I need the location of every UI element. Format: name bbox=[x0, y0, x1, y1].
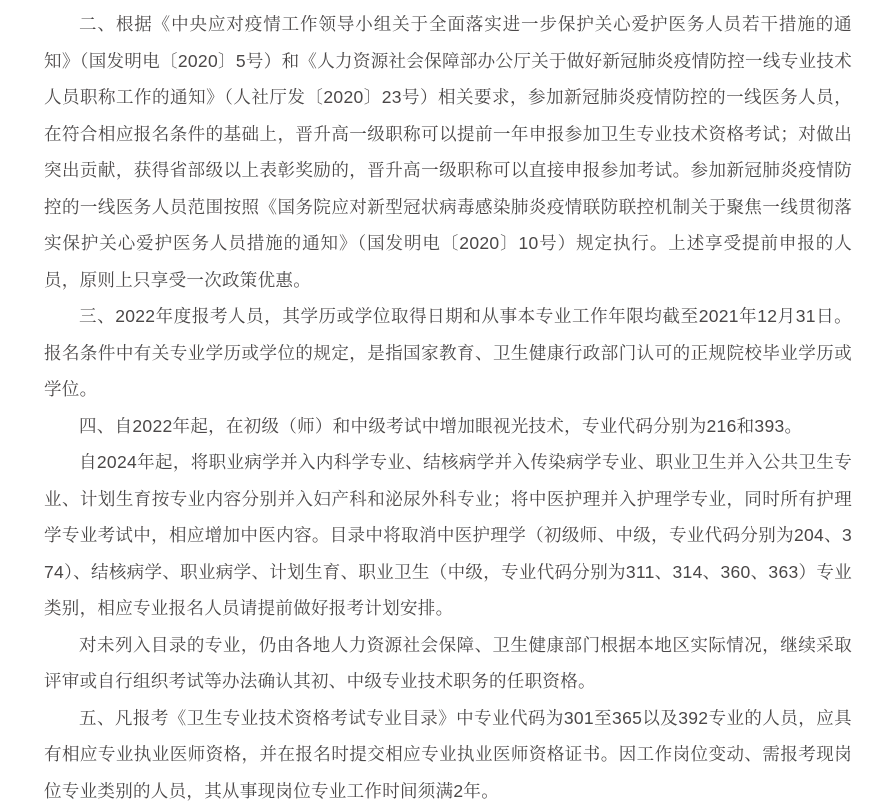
paragraph-uncatalogued-majors: 对未列入目录的专业，仍由各地人力资源社会保障、卫生健康部门根据本地区实际情况，继续采取评审或自行组织考试等办法确认其初、中级专业技术职务的任职资格。 bbox=[44, 627, 852, 700]
paragraph-section-2: 二、根据《中央应对疫情工作领导小组关于全面落实进一步保护关心爱护医务人员若干措施的通知》（国发明电〔2020〕5号）和《人力资源社会保障部办公厅关于做好新冠肺炎疫情防控一线专业技术人员职称工作的通知》（人社厅发〔2020〕23号）相关要求，参加新冠肺炎疫情防控的一线医务人员，在符合相应报名条件的基础上，晋升高一级职称可以提前一年申报参加卫生专业技术资格考试；对做出突出贡献，获得省部级以上表彰奖励的，晋升高一级职称可以直接申报参加考试。参加新冠肺炎疫情防控的一线医务人员范围按照《国务院应对新型冠状病毒感染肺炎疫情联防联控机制关于聚焦一线贯彻落实保护关心爱护医务人员措施的通知》（国发明电〔2020〕10号）规定执行。上述享受提前申报的人员，原则上只享受一次政策优惠。 bbox=[44, 6, 852, 298]
paragraph-section-4: 四、自2022年起，在初级（师）和中级考试中增加眼视光技术，专业代码分别为216和393。 bbox=[44, 408, 852, 445]
paragraph-section-4-merge-plan: 自2024年起，将职业病学并入内科学专业、结核病学并入传染病学专业、职业卫生并入公共卫生专业、计划生育按专业内容分别并入妇产科和泌尿外科专业；将中医护理并入护理学专业，同时所有护理学专业考试中，相应增加中医内容。目录中将取消中医护理学（初级师、中级，专业代码分别为204、374）、结核病学、职业病学、计划生育、职业卫生（中级，专业代码分别为311、314、360、363）专业类别，相应专业报名人员请提前做好报考计划安排。 bbox=[44, 444, 852, 627]
paragraph-section-5: 五、凡报考《卫生专业技术资格考试专业目录》中专业代码为301至365以及392专业的人员，应具有相应专业执业医师资格，并在报名时提交相应专业执业医师资格证书。因工作岗位变动、需报考现岗位专业类别的人员，其从事现岗位专业工作时间须满2年。 bbox=[44, 700, 852, 809]
paragraph-section-3: 三、2022年度报考人员，其学历或学位取得日期和从事本专业工作年限均截至2021年12月31日。报名条件中有关专业学历或学位的规定，是指国家教育、卫生健康行政部门认可的正规院校毕业学历或学位。 bbox=[44, 298, 852, 408]
